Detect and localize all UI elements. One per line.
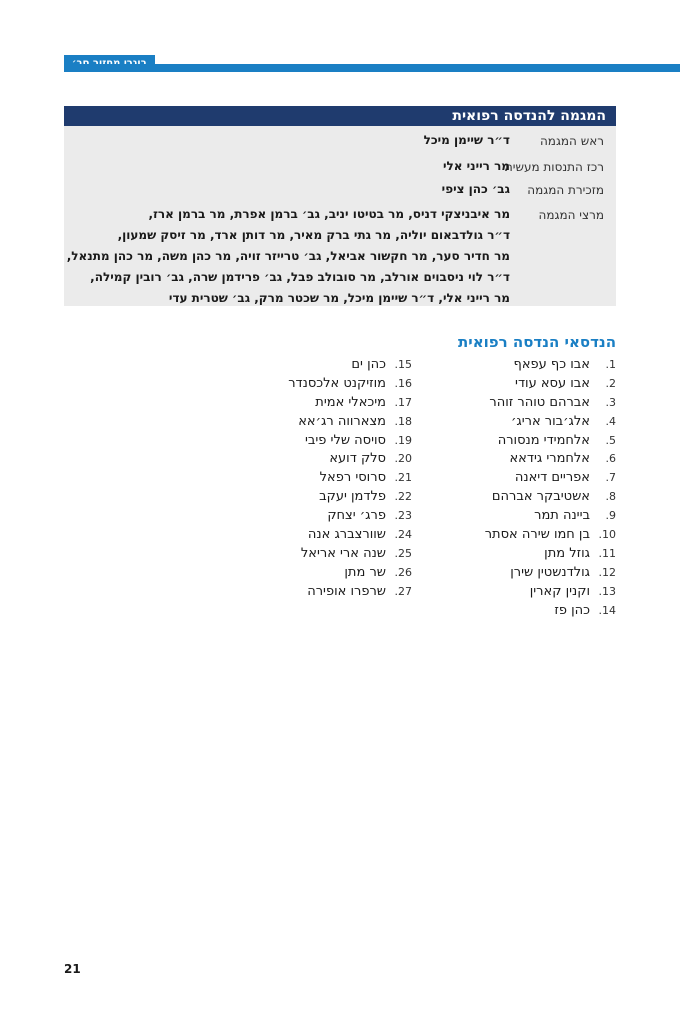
value-line: מר איבניצקי דניס, מר בטיטו יניב, גב׳ ברמן אפרת, מר ברמן ארז, bbox=[148, 207, 510, 221]
list-item bbox=[396, 507, 616, 526]
list-name: סויסה שלי פיבי bbox=[304, 432, 386, 448]
list-number: 9. bbox=[605, 509, 616, 523]
list-name: שרפרו אופירה bbox=[307, 583, 386, 599]
value-line: מר חדיר סער, מר חקשור אביאל, גב׳ טרייזר זויה, מר כהן משה, מר כהן מתנאל, bbox=[66, 249, 510, 263]
list-name: גוזל מתן bbox=[544, 545, 590, 561]
list-item bbox=[212, 394, 412, 413]
list-item bbox=[212, 545, 412, 564]
list-number: 14. bbox=[598, 603, 616, 617]
list-item bbox=[212, 356, 412, 375]
graduates-list-col1 bbox=[396, 356, 616, 620]
list-number: 18. bbox=[394, 414, 412, 428]
list-number: 20. bbox=[394, 452, 412, 466]
list-name: ביינה תמר bbox=[534, 508, 590, 524]
list-item bbox=[212, 469, 412, 488]
list-name: אלחמידי מנסורה bbox=[497, 432, 590, 448]
value-line: גב׳ כהן ציפי bbox=[441, 182, 510, 196]
list-item bbox=[212, 526, 412, 545]
list-name: אפריים דיאנה bbox=[514, 470, 590, 486]
list-number: 23. bbox=[394, 509, 412, 523]
list-number: 16. bbox=[394, 376, 412, 390]
value-line: ד״ר גולדבאום יוליה, מר גתי ברק מאיר, מר דותן ארד, מר זיסק שמעון, bbox=[117, 228, 510, 242]
list-name: בן חמו שירה אסתר bbox=[484, 527, 590, 543]
list-name: כהן פז bbox=[554, 602, 590, 618]
value-line: מר רייני אלי, ד״ר שיימן מיכל, מר שכטר מרק, גב׳ שטרית עדי bbox=[168, 291, 510, 305]
list-item bbox=[212, 564, 412, 583]
role-value bbox=[72, 130, 510, 151]
list-number: 2. bbox=[605, 376, 616, 390]
graduates-list-col2 bbox=[212, 356, 412, 602]
list-number: 17. bbox=[394, 395, 412, 409]
list-name: אברהם טוהר זוהר bbox=[489, 394, 590, 410]
list-item bbox=[396, 432, 616, 451]
list-name: מצארווה רג׳אא bbox=[298, 413, 386, 429]
list-name: סלק דועא bbox=[329, 451, 386, 467]
page-number: 21 bbox=[64, 962, 81, 976]
list-number: 25. bbox=[394, 546, 412, 560]
list-number: 7. bbox=[605, 471, 616, 485]
list-number: 4. bbox=[605, 414, 616, 428]
list-item bbox=[396, 545, 616, 564]
list-number: 26. bbox=[394, 565, 412, 579]
list-number: 3. bbox=[605, 395, 616, 409]
list-item bbox=[212, 413, 412, 432]
role-label: ראש המגמה bbox=[539, 134, 604, 148]
list-number: 10. bbox=[598, 528, 616, 542]
list-number: 21. bbox=[394, 471, 412, 485]
list-item bbox=[212, 488, 412, 507]
list-item bbox=[212, 432, 412, 451]
list-item bbox=[212, 507, 412, 526]
list-item bbox=[396, 488, 616, 507]
list-name: אשטיבקר אברהם bbox=[491, 489, 590, 505]
committee-title: המגמה להנדסה רפואית bbox=[64, 106, 616, 126]
section-title: הנדסאי הנדסה רפואית bbox=[458, 333, 616, 351]
list-item bbox=[396, 583, 616, 602]
list-name: פלדמן יעקב bbox=[319, 489, 386, 505]
list-name: שנה ארי אריאל bbox=[300, 545, 386, 561]
list-name: מיכאלי אמית bbox=[315, 394, 386, 410]
value-line: ד״ר לוי ניסבוים אורלב, מר סובולב פבל, גב׳ פרידמן שרה, גב׳ רובין קמילה, bbox=[90, 270, 510, 284]
role-label: רכז התנסות מעשית bbox=[504, 160, 604, 174]
list-number: 11. bbox=[598, 546, 616, 560]
list-number: 6. bbox=[605, 452, 616, 466]
list-item bbox=[396, 469, 616, 488]
list-name: אבו כף עפאף bbox=[513, 357, 590, 372]
list-item bbox=[396, 602, 616, 621]
list-item bbox=[212, 583, 412, 602]
value-line: מר רייני אלי bbox=[442, 159, 510, 173]
value-line: ד״ר שיימן מיכל bbox=[423, 133, 510, 147]
list-number: 22. bbox=[394, 490, 412, 504]
list-item bbox=[396, 413, 616, 432]
list-name: שר מתן bbox=[344, 564, 386, 580]
role-value bbox=[72, 156, 510, 177]
role-value bbox=[72, 179, 510, 200]
list-name: וקנין קארין bbox=[529, 583, 590, 599]
list-number: 8. bbox=[605, 490, 616, 504]
list-item bbox=[212, 375, 412, 394]
list-item bbox=[396, 564, 616, 583]
list-item bbox=[396, 526, 616, 545]
list-name: גולדנשטין שירן bbox=[510, 564, 590, 580]
list-name: כהן ים bbox=[351, 357, 386, 372]
list-name: סרוסי רפאל bbox=[319, 470, 386, 486]
list-number: 27. bbox=[394, 584, 412, 598]
list-item bbox=[396, 356, 616, 375]
list-item bbox=[396, 375, 616, 394]
list-number: 1. bbox=[605, 358, 616, 371]
list-number: 13. bbox=[598, 584, 616, 598]
list-name: אלחמרי גידאא bbox=[509, 451, 590, 467]
list-number: 12. bbox=[598, 565, 616, 579]
list-name: אלג׳בור אריג׳ bbox=[510, 413, 590, 429]
list-item bbox=[212, 450, 412, 469]
list-number: 19. bbox=[394, 433, 412, 447]
committee-box bbox=[64, 106, 616, 306]
role-label: מרצי המגמה bbox=[538, 208, 604, 222]
list-number: 5. bbox=[605, 433, 616, 447]
role-label: מזכירת המגמה bbox=[527, 183, 604, 197]
role-value bbox=[66, 204, 510, 309]
list-name: שוורצברג אנה bbox=[307, 527, 386, 543]
list-number: 24. bbox=[394, 528, 412, 542]
list-name: אבו עסא עודי bbox=[515, 375, 590, 391]
list-name: פרג׳ יצחק bbox=[327, 508, 386, 524]
list-item bbox=[396, 450, 616, 469]
list-number: 15. bbox=[394, 358, 412, 371]
header-bar bbox=[64, 64, 680, 72]
list-name: מוזיקנט אלכסנדר bbox=[288, 375, 386, 391]
list-item bbox=[396, 394, 616, 413]
